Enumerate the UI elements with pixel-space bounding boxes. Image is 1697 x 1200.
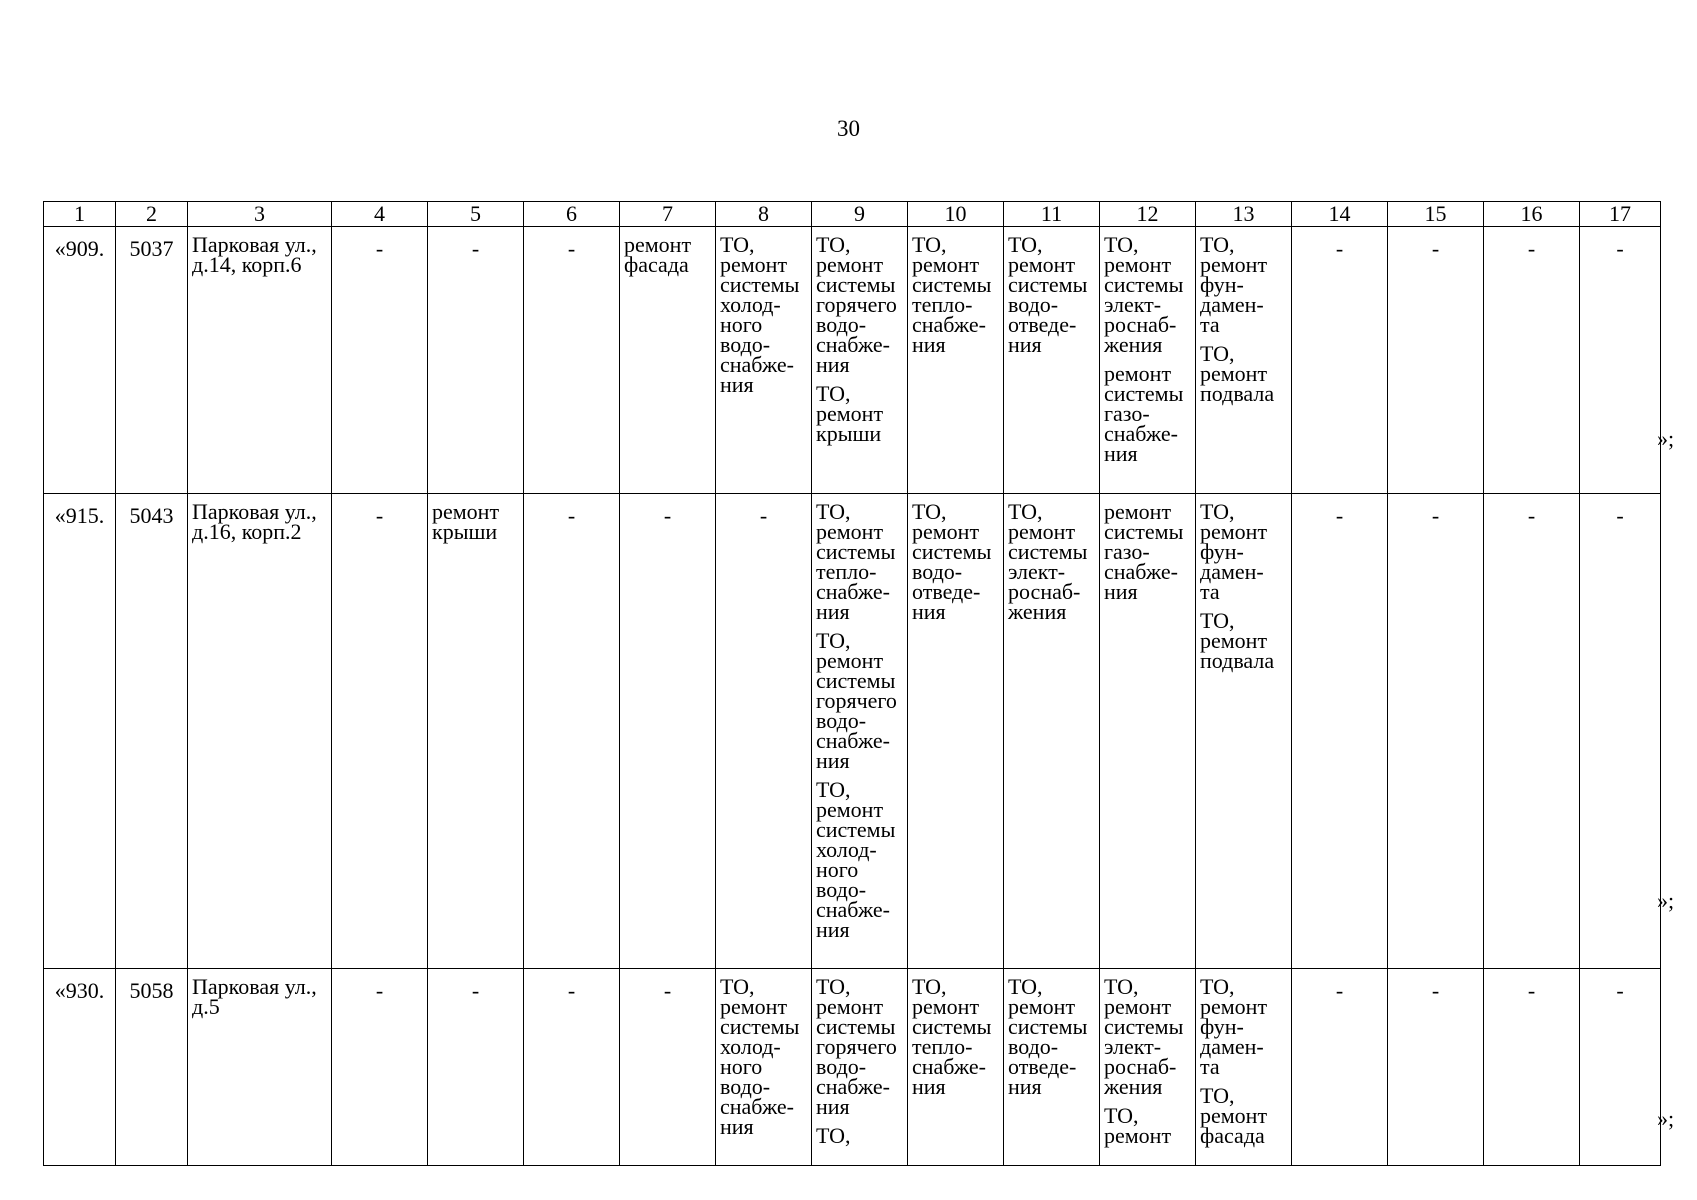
work-item-line: ТО, <box>1104 1103 1139 1128</box>
work-item <box>816 628 903 773</box>
work-item-line: тепло- <box>912 292 973 317</box>
cell-col-16 <box>1484 227 1580 494</box>
work-item-line: роснаб- <box>1008 579 1081 604</box>
work-item <box>1200 232 1287 337</box>
address-line: д.14, корп.6 <box>192 252 302 277</box>
address-line: Парковая ул., <box>192 232 317 257</box>
work-item-line: дамен- <box>1200 292 1264 317</box>
cell-text: «930. <box>54 981 105 1003</box>
work-item-line: снабже- <box>816 897 890 922</box>
work-item-line: ТО, <box>1200 608 1235 633</box>
address-line: д.16, корп.2 <box>192 519 302 544</box>
cell-col-3 <box>188 494 332 969</box>
column-header-5: 5 <box>428 202 524 227</box>
cell-col-16 <box>1484 969 1580 1166</box>
cell-text: «909. <box>54 236 105 261</box>
work-item-line: ного <box>720 1054 763 1079</box>
cell-col-16 <box>1484 494 1580 969</box>
work-item-line: ТО, <box>816 381 851 406</box>
work-item-line: крыши <box>816 421 882 446</box>
column-header-11: 11 <box>1004 202 1100 227</box>
work-item-line: ремонт <box>816 401 884 426</box>
work-item-line: ния <box>912 332 946 357</box>
cell-text: 5037 <box>129 236 174 261</box>
work-item-line: фун- <box>1200 539 1244 564</box>
work-item <box>816 232 903 377</box>
work-item-line: дамен- <box>1200 559 1264 584</box>
cell-col-6 <box>524 227 620 494</box>
work-item-line: ремонт <box>816 994 884 1019</box>
work-item-line: холод- <box>720 1034 781 1059</box>
cell-text: «915. <box>54 503 105 528</box>
cell-col-12 <box>1100 227 1196 494</box>
work-item-line: ремонт <box>816 648 884 673</box>
work-item-line: системы <box>816 668 896 693</box>
work-item-line: ремонт <box>1200 361 1268 386</box>
cell-col-8 <box>716 494 812 969</box>
dash-empty: - <box>375 236 384 261</box>
dash-empty: - <box>471 981 480 1003</box>
cell-col-3 <box>188 227 332 494</box>
work-item-line: жения <box>1104 1074 1163 1099</box>
cell-col-12 <box>1100 969 1196 1166</box>
work-item-line: ТО, <box>1104 232 1139 257</box>
work-item-line: ТО, <box>816 628 851 653</box>
work-item <box>1104 1103 1191 1148</box>
work-item-line: ремонт <box>816 519 884 544</box>
work-item-line: горячего <box>816 1034 897 1059</box>
work-item-line: водо- <box>1008 292 1059 317</box>
work-item-line: ТО, <box>1200 232 1235 257</box>
cell-col-4 <box>332 494 428 969</box>
work-item-line: ТО, <box>912 499 947 524</box>
work-item-line: водо- <box>816 708 867 733</box>
work-item-line: системы <box>1104 519 1184 544</box>
work-item-line: отведе- <box>1008 312 1077 337</box>
work-item-line: ТО, <box>816 1123 851 1148</box>
work-item-line: ремонт <box>912 252 980 277</box>
work-item-line: фасада <box>624 252 689 277</box>
work-item-line: снабже- <box>1104 559 1178 584</box>
cell-col-8 <box>716 969 812 1166</box>
work-item <box>720 977 807 1137</box>
work-item-line: отведе- <box>1008 1054 1077 1079</box>
dash-empty: - <box>567 503 576 528</box>
work-item-line: снабже- <box>720 1094 794 1119</box>
cell-col-11 <box>1004 494 1100 969</box>
work-item-line: ремонт <box>1200 994 1268 1019</box>
work-item <box>912 977 999 1097</box>
work-item-line: фун- <box>1200 1014 1244 1039</box>
dash-empty: - <box>1335 236 1344 261</box>
work-item <box>1104 361 1191 466</box>
cell-col-15 <box>1388 969 1484 1166</box>
work-item <box>1200 499 1287 604</box>
work-item-line: та <box>1200 579 1220 604</box>
cell-col-13 <box>1196 494 1292 969</box>
work-item-line: водо- <box>816 312 867 337</box>
work-item <box>1008 977 1095 1097</box>
work-item-line: ремонт <box>816 797 884 822</box>
work-item-line: системы <box>912 272 992 297</box>
work-item-line: ТО, <box>816 499 851 524</box>
work-item <box>1104 499 1191 604</box>
work-item-line: системы <box>816 539 896 564</box>
work-item <box>816 499 903 624</box>
work-item-line: ремонт <box>720 252 788 277</box>
column-header-3: 3 <box>188 202 332 227</box>
column-header-10: 10 <box>908 202 1004 227</box>
column-header-17: 17 <box>1580 202 1661 227</box>
dash-empty: - <box>567 236 576 261</box>
work-item-line: ремонт <box>1200 519 1268 544</box>
column-header-2: 2 <box>116 202 188 227</box>
work-item-line: элект- <box>1104 292 1162 317</box>
dash-empty: - <box>1431 981 1440 1003</box>
column-header-15: 15 <box>1388 202 1484 227</box>
work-item-line: ния <box>912 599 946 624</box>
work-item-line: системы <box>720 1014 800 1039</box>
work-item <box>912 232 999 357</box>
dash-empty: - <box>1335 503 1344 528</box>
cell-col-17 <box>1580 494 1661 969</box>
column-header-13: 13 <box>1196 202 1292 227</box>
cell-col-5 <box>428 494 524 969</box>
work-item-line: ТО, <box>1200 977 1235 999</box>
work-item <box>1008 499 1095 624</box>
work-item-line: ремонт <box>912 994 980 1019</box>
cell-col-3 <box>188 969 332 1166</box>
work-item-line: ремонт <box>1104 252 1172 277</box>
work-item-line: системы <box>816 817 896 842</box>
work-item-line: жения <box>1008 599 1067 624</box>
work-item <box>816 777 903 942</box>
work-item-line: ТО, <box>1008 232 1043 257</box>
work-item-line: водо- <box>720 1074 771 1099</box>
dash-empty: - <box>1616 503 1624 528</box>
work-item-line: ремонт <box>720 994 788 1019</box>
work-item-line: элект- <box>1008 559 1066 584</box>
closing-quote: »; <box>1657 1106 1675 1131</box>
work-item-line: ния <box>912 1074 946 1099</box>
work-item <box>432 499 519 544</box>
cell-col-9 <box>812 494 908 969</box>
cell-col-17 <box>1580 227 1661 494</box>
work-item-line: снабже- <box>720 352 794 377</box>
work-item-line: системы <box>720 272 800 297</box>
work-item-line: подвала <box>1200 381 1275 406</box>
work-item <box>912 499 999 624</box>
cell-text: 5058 <box>129 981 174 1003</box>
work-item-line: системы <box>1104 272 1184 297</box>
work-item-line: ремонт <box>1008 519 1076 544</box>
work-item-line: ния <box>816 352 850 377</box>
cell-col-14 <box>1292 494 1388 969</box>
cell-col-14 <box>1292 227 1388 494</box>
cell-col-2 <box>116 227 188 494</box>
work-item-line: газо- <box>1104 539 1150 564</box>
cell-col-10 <box>908 227 1004 494</box>
work-item-line: ния <box>816 1094 850 1119</box>
work-item <box>624 232 711 277</box>
work-item-line: системы <box>1104 1014 1184 1039</box>
work-item-line: ния <box>1104 579 1138 604</box>
cell-col-13 <box>1196 227 1292 494</box>
work-item-line: фасада <box>1200 1123 1265 1148</box>
work-item <box>816 1123 903 1148</box>
column-header-9: 9 <box>812 202 908 227</box>
cell-col-2 <box>116 969 188 1166</box>
dash-empty: - <box>759 503 768 528</box>
work-item-line: та <box>1200 312 1220 337</box>
cell-col-5 <box>428 969 524 1166</box>
cell-col-15 <box>1388 227 1484 494</box>
cell-col-6 <box>524 969 620 1166</box>
work-item <box>1200 977 1287 1077</box>
work-item-line: ТО, <box>1200 1083 1235 1108</box>
dash-empty: - <box>1431 236 1440 261</box>
work-item-line: ния <box>1104 441 1138 466</box>
work-item-line: ния <box>720 372 754 397</box>
work-item <box>816 381 903 446</box>
work-item <box>1200 341 1287 406</box>
cell-col-4 <box>332 227 428 494</box>
column-header-12: 12 <box>1100 202 1196 227</box>
work-item-line: элект- <box>1104 1034 1162 1059</box>
work-item-line: горячего <box>816 688 897 713</box>
work-item-line: системы <box>1104 381 1184 406</box>
work-item-line: ния <box>816 748 850 773</box>
cell-col-11 <box>1004 969 1100 1166</box>
closing-quote: »; <box>1657 888 1675 913</box>
cell-col-5 <box>428 227 524 494</box>
cell-col-4 <box>332 969 428 1166</box>
dash-empty: - <box>1335 981 1344 1003</box>
work-item-line: ремонт <box>1104 361 1172 386</box>
work-item-line: водо- <box>816 1054 867 1079</box>
table-row <box>44 494 1661 969</box>
work-item-line: ТО, <box>816 777 851 802</box>
dash-empty: - <box>663 503 672 528</box>
column-header-1: 1 <box>44 202 116 227</box>
work-item-line: снабже- <box>912 312 986 337</box>
work-item-line: ремонт <box>1200 628 1268 653</box>
work-item-line: крыши <box>432 519 498 544</box>
work-item <box>1104 977 1191 1097</box>
column-header-4: 4 <box>332 202 428 227</box>
work-item-line: снабже- <box>816 728 890 753</box>
column-header-6: 6 <box>524 202 620 227</box>
cell-col-2 <box>116 494 188 969</box>
cell-text: 5043 <box>129 503 174 528</box>
header-row <box>44 202 1661 227</box>
work-item-line: системы <box>1008 1014 1088 1039</box>
cell-col-1 <box>44 969 116 1166</box>
work-item-line: ТО, <box>816 977 851 999</box>
work-item-line: системы <box>1008 539 1088 564</box>
work-item-line: ТО, <box>1104 977 1139 999</box>
work-item-line: ремонт <box>624 232 692 257</box>
work-item-line: ремонт <box>1200 252 1268 277</box>
work-item-line: роснаб- <box>1104 1054 1177 1079</box>
cell-col-11 <box>1004 227 1100 494</box>
work-item <box>1200 1083 1287 1148</box>
column-header-8: 8 <box>716 202 812 227</box>
work-item-line: дамен- <box>1200 1034 1264 1059</box>
work-item-line: ного <box>816 857 859 882</box>
dash-empty: - <box>1527 236 1536 261</box>
cell-col-17 <box>1580 969 1661 1166</box>
work-item <box>1200 608 1287 673</box>
cell-col-7 <box>620 227 716 494</box>
work-item-line: ТО, <box>816 232 851 257</box>
work-item-line: системы <box>816 272 896 297</box>
work-item-line: водо- <box>1008 1034 1059 1059</box>
work-item-line: та <box>1200 1054 1220 1079</box>
cell-col-13 <box>1196 969 1292 1166</box>
dash-empty: - <box>1527 503 1536 528</box>
page-number: 30 <box>837 116 860 141</box>
work-item-line: фун- <box>1200 272 1244 297</box>
work-item-line: водо- <box>816 877 867 902</box>
cell-col-12 <box>1100 494 1196 969</box>
cell-col-6 <box>524 494 620 969</box>
dash-empty: - <box>1431 503 1440 528</box>
column-header-7: 7 <box>620 202 716 227</box>
work-item-line: ТО, <box>1200 499 1235 524</box>
work-item-line: ния <box>1008 1074 1042 1099</box>
work-item-line: системы <box>912 1014 992 1039</box>
work-item-line: ремонт <box>1008 252 1076 277</box>
work-item-line: ТО, <box>1200 341 1235 366</box>
repair-schedule-table <box>43 201 1661 1166</box>
work-item-line: жения <box>1104 332 1163 357</box>
work-item <box>816 977 903 1117</box>
cell-col-7 <box>620 969 716 1166</box>
work-item-line: снабже- <box>816 579 890 604</box>
work-item-line: ремонт <box>432 499 500 524</box>
work-item-line: снабже- <box>1104 421 1178 446</box>
work-item-line: горячего <box>816 292 897 317</box>
dash-empty: - <box>567 981 576 1003</box>
cell-col-14 <box>1292 969 1388 1166</box>
cell-col-9 <box>812 227 908 494</box>
table-row <box>44 969 1661 1166</box>
work-item-line: ния <box>720 1114 754 1139</box>
work-item-line: снабже- <box>912 1054 986 1079</box>
work-item-line: ремонт <box>816 252 884 277</box>
cell-col-1 <box>44 494 116 969</box>
work-item-line: холод- <box>816 837 877 862</box>
address-line: Парковая ул., <box>192 499 317 524</box>
dash-empty: - <box>375 503 384 528</box>
cell-col-9 <box>812 969 908 1166</box>
work-item <box>1104 232 1191 357</box>
work-item-line: ТО, <box>1008 977 1043 999</box>
dash-empty: - <box>663 981 672 1003</box>
address-line: Парковая ул., <box>192 977 317 999</box>
work-item-line: ремонт <box>1104 1123 1172 1148</box>
cell-col-1 <box>44 227 116 494</box>
column-header-16: 16 <box>1484 202 1580 227</box>
dash-empty: - <box>471 236 480 261</box>
work-item-line: роснаб- <box>1104 312 1177 337</box>
address-line: д.5 <box>192 994 220 1019</box>
work-item-line: ния <box>816 599 850 624</box>
cell-col-8 <box>716 227 812 494</box>
work-item-line: отведе- <box>912 579 981 604</box>
work-item-line: ремонт <box>1104 499 1172 524</box>
cell-col-15 <box>1388 494 1484 969</box>
work-item-line: ТО, <box>720 977 755 999</box>
work-item-line: системы <box>912 539 992 564</box>
cell-col-7 <box>620 494 716 969</box>
work-item-line: холод- <box>720 292 781 317</box>
work-item-line: ремонт <box>912 519 980 544</box>
work-item-line: ТО, <box>912 977 947 999</box>
cell-col-10 <box>908 494 1004 969</box>
work-item-line: снабже- <box>816 1074 890 1099</box>
work-item-line: ремонт <box>1104 994 1172 1019</box>
closing-quote: »; <box>1657 426 1675 451</box>
work-item-line: ТО, <box>912 232 947 257</box>
dash-empty: - <box>375 981 384 1003</box>
work-item-line: ТО, <box>720 232 755 257</box>
column-header-14: 14 <box>1292 202 1388 227</box>
work-item-line: тепло- <box>816 559 877 584</box>
work-item-line: ТО, <box>1008 499 1043 524</box>
cell-col-10 <box>908 969 1004 1166</box>
work-item-line: снабже- <box>816 332 890 357</box>
work-item-line: ремонт <box>1200 1103 1268 1128</box>
work-item <box>1008 232 1095 357</box>
work-item-line: ремонт <box>1008 994 1076 1019</box>
dash-empty: - <box>1616 981 1624 1003</box>
work-item-line: тепло- <box>912 1034 973 1059</box>
work-item-line: водо- <box>912 559 963 584</box>
work-item-line: подвала <box>1200 648 1275 673</box>
work-item-line: ния <box>816 917 850 942</box>
work-item-line: газо- <box>1104 401 1150 426</box>
work-item-line: ного <box>720 312 763 337</box>
work-item <box>720 232 807 397</box>
dash-empty: - <box>1616 236 1624 261</box>
table-row <box>44 227 1661 494</box>
work-item-line: ния <box>1008 332 1042 357</box>
work-item-line: водо- <box>720 332 771 357</box>
dash-empty: - <box>1527 981 1536 1003</box>
work-item-line: системы <box>816 1014 896 1039</box>
work-item-line: системы <box>1008 272 1088 297</box>
